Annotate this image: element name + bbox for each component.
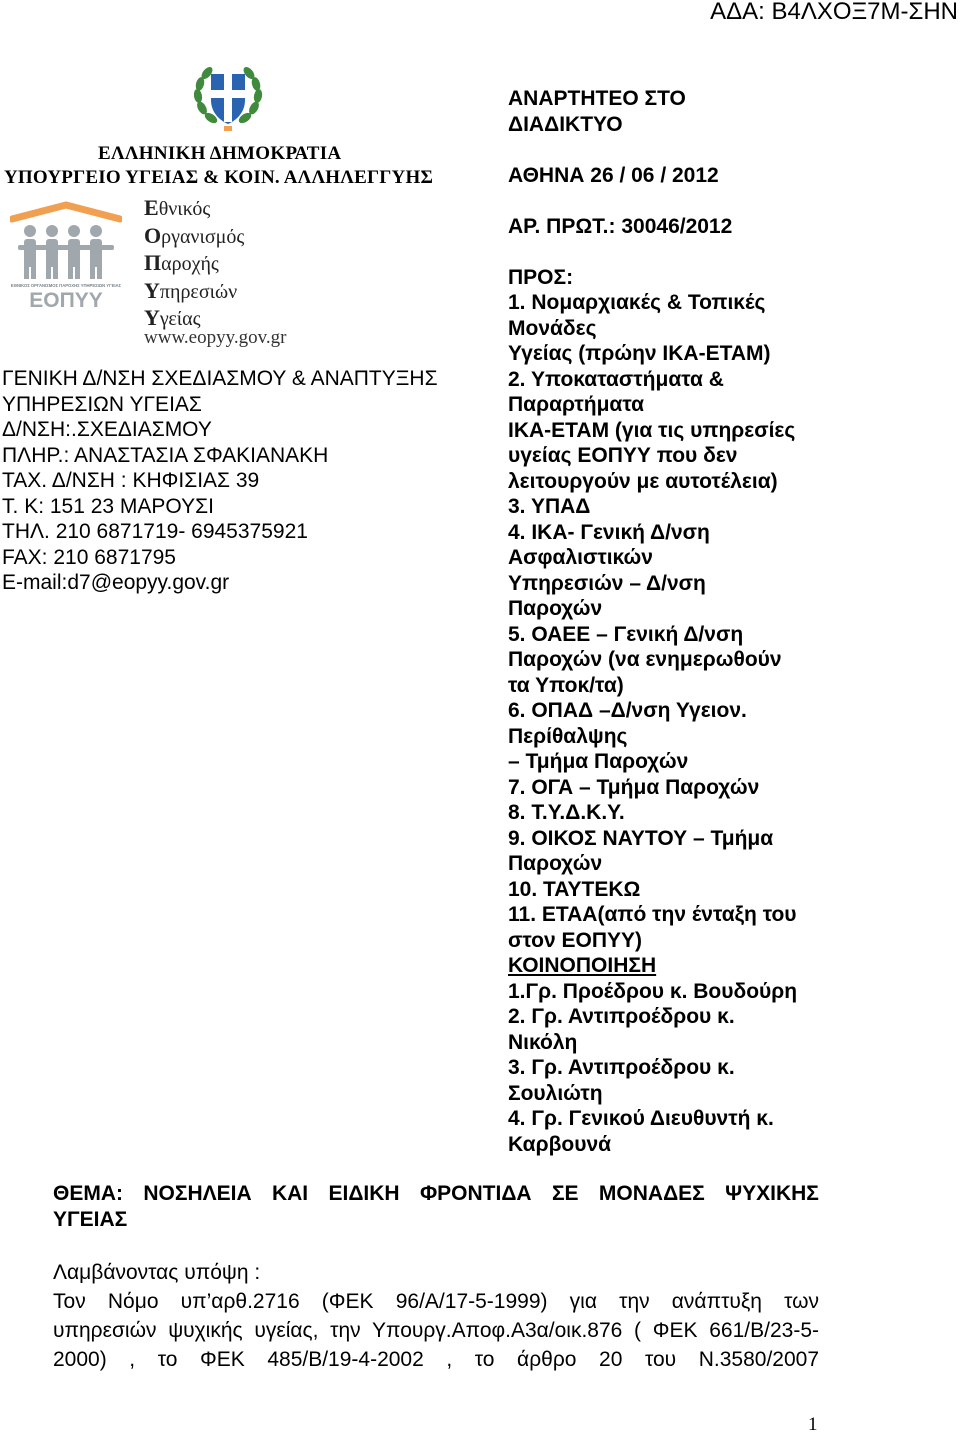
eopyy-people-logo-icon — [10, 201, 122, 311]
org-word: Υπηρεσιών — [144, 277, 238, 303]
recipient-line: στον ΕΟΠΥΥ) — [508, 928, 643, 952]
sender-line: ΠΛΗΡ.: ΑΝΑΣΤΑΣΙΑ ΣΦΑΚΙΑΝΑΚΗ — [2, 443, 329, 467]
body-text — [53, 1258, 819, 1374]
sender-line: ΤΑΧ. Δ/ΝΣΗ : ΚΗΦΙΣΙΑΣ 39 — [2, 469, 260, 492]
org-word: Εθνικός — [144, 195, 211, 220]
sender-line: FAX: 210 6871795 — [2, 545, 176, 569]
subject-word: ΜΟΝΑΔΕΣ — [598, 1182, 705, 1205]
subject-label: ΘΕΜΑ: — [53, 1182, 123, 1205]
body-line: Τον Νόμο υπ’αρθ.2716 (ΦΕΚ 96/Α/17-5-1999) για την ανάπτυξη των — [53, 1290, 819, 1313]
recipient-line: 11. ΕΤΑΑ(από την ένταξη του — [508, 903, 797, 926]
greek-coat-of-arms-icon — [191, 60, 265, 134]
recipient-line: Παραρτήματα — [508, 393, 645, 416]
subject-word: ΨΥΧΙΚΗΣ — [725, 1182, 819, 1205]
posting-note: ΑΝΑΡΤΗΤΕΟ ΣΤΟ — [508, 87, 686, 110]
recipient-line: Μονάδες — [508, 316, 597, 340]
sender-line: ΤΗΛ. 210 6871719- 6945375921 — [2, 520, 308, 543]
recipient-line: Υπηρεσιών – Δ/νση — [508, 571, 706, 595]
gov-line-2: ΥΠΟΥΡΓΕΙΟ ΥΓΕΙΑΣ & ΚΟΙΝ. ΑΛΛΗΛΕΓΓΥΗΣ — [4, 167, 434, 188]
protocol-number: ΑΡ. ΠΡΩΤ.: 30046/2012 — [508, 214, 733, 238]
recipient-line: 5. ΟΑΕΕ – Γενική Δ/νση — [508, 622, 744, 646]
sender-email: E-mail:d7@eopyy.gov.gr — [2, 571, 230, 594]
cc-line: Σουλιώτη — [508, 1081, 603, 1105]
ada-code: ΑΔΑ: Β4ΛΧΟΞ7Μ-ΣΗΝ — [710, 0, 958, 25]
subject-line-1 — [53, 1181, 819, 1207]
subject-word: ΕΙΔΙΚΗ — [328, 1182, 400, 1205]
subject-word: ΣΕ — [551, 1182, 579, 1205]
recipient-line: 9. ΟΙΚΟΣ ΝΑΥΤΟΥ – Τμήμα — [508, 826, 774, 850]
eopyy-url: www.eopyy.gov.gr — [144, 327, 287, 348]
recipient-line: Υγείας (πρώην ΙΚΑ-ΕΤΑΜ) — [508, 342, 771, 365]
sender-line: ΥΠΗΡΕΣΙΩΝ ΥΓΕΙΑΣ — [2, 392, 202, 416]
eopyy-acronym: ΕΟΠΥΥ — [29, 289, 103, 311]
page-number: 1 — [808, 1414, 818, 1435]
to-label: ΠΡΟΣ: — [508, 265, 574, 289]
recipient-line: 8. Τ.Υ.Δ.Κ.Υ. — [508, 801, 625, 824]
org-word: Υγείας — [144, 305, 201, 330]
recipient-line: 2. Υποκαταστήματα & — [508, 367, 724, 391]
recipient-line: 3. ΥΠΑΔ — [508, 495, 591, 518]
recipients-block — [508, 86, 797, 1157]
recipient-line: 6. ΟΠΑΔ –Δ/νση Υγειον. — [508, 699, 747, 722]
gov-line-1: ΕΛΛΗΝΙΚΗ ΔΗΜΟΚΡΑΤΙΑ — [98, 143, 342, 164]
recipient-line: – Τμήμα Παροχών — [508, 750, 689, 773]
eopyy-badge-text: ΕΘΝΙΚΟΣ ΟΡΓΑΝΙΣΜΟΣ ΠΑΡΟΧΗΣ ΥΠΗΡΕΣΙΩΝ ΥΓΕΙΑΣ — [10, 283, 122, 288]
posting-note: ΔΙΑΔΙΚΤΥΟ — [508, 112, 623, 136]
recipient-line: 1. Νομαρχιακές & Τοπικές — [508, 291, 766, 314]
subject — [53, 1181, 819, 1232]
body-line: υπηρεσιών ψυχικής υγείας, την Υπουργ.Αποφ.Α3α/οικ.876 ( ΦΕΚ 661/Β/23-5- — [53, 1319, 819, 1342]
eopyy-full-name — [144, 195, 244, 333]
recipient-line: λειτουργούν με αυτοτέλεια) — [508, 469, 778, 493]
body-intro: Λαμβάνοντας υπόψη : — [53, 1261, 261, 1284]
recipient-line: τα Υποκ/τα) — [508, 673, 624, 697]
cc-line: Καρβουνά — [508, 1132, 612, 1156]
date-line: ΑΘΗΝΑ 26 / 06 / 2012 — [508, 163, 719, 187]
subject-line-2: ΥΓΕΙΑΣ — [53, 1207, 128, 1231]
recipient-line: Παροχών (να ενημερωθούν — [508, 648, 782, 671]
sender-line: ΓΕΝΙΚΗ Δ/ΝΣΗ ΣΧΕΔΙΑΣΜΟΥ & ΑΝΑΠΤΥΞΗΣ — [2, 367, 438, 390]
recipient-line: 7. ΟΓΑ – Τμήμα Παροχών — [508, 775, 760, 799]
recipient-line: Παροχών — [508, 852, 603, 875]
sender-line: Τ. Κ: 151 23 ΜΑΡΟΥΣΙ — [2, 494, 214, 518]
org-word: Οργανισμός — [144, 222, 245, 248]
recipient-line: υγείας ΕΟΠΥΥ που δεν — [508, 444, 738, 467]
recipient-line: 10. ΤΑΥΤΕΚΩ — [508, 877, 641, 901]
sender-block — [2, 366, 438, 596]
body-line: 2000) , το ΦΕΚ 485/Β/19-4-2002 , το άρθρο 20 του Ν.3580/2007 — [53, 1348, 819, 1371]
subject-word: ΝΟΣΗΛΕΙΑ — [143, 1182, 252, 1205]
cc-line: 2. Γρ. Αντιπροέδρου κ. — [508, 1005, 735, 1028]
cc-line: 1.Γρ. Προέδρου κ. Βουδούρη — [508, 979, 798, 1003]
recipient-line: ΙΚΑ-ΕΤΑΜ (για τις υπηρεσίες — [508, 418, 796, 442]
recipient-line: 4. ΙΚΑ- Γενική Δ/νση — [508, 520, 710, 544]
header-logo — [0, 55, 470, 355]
cc-label: ΚΟΙΝΟΠΟΙΗΣΗ — [508, 954, 657, 977]
recipient-line: Ασφαλιστικών — [508, 546, 653, 569]
cc-line: Νικόλη — [508, 1030, 578, 1054]
subject-word: ΚΑΙ — [271, 1182, 309, 1205]
subject-word: ΦΡΟΝΤΙΔΑ — [419, 1182, 532, 1205]
recipient-line: Παροχών — [508, 597, 603, 620]
cc-line: 3. Γρ. Αντιπροέδρου κ. — [508, 1056, 735, 1079]
cc-line: 4. Γρ. Γενικού Διευθυντή κ. — [508, 1107, 774, 1130]
org-word: Παροχής — [144, 250, 219, 275]
sender-line: Δ/ΝΣΗ:.ΣΧΕΔΙΑΣΜΟΥ — [2, 418, 212, 441]
recipient-line: Περίθαλψης — [508, 724, 628, 748]
